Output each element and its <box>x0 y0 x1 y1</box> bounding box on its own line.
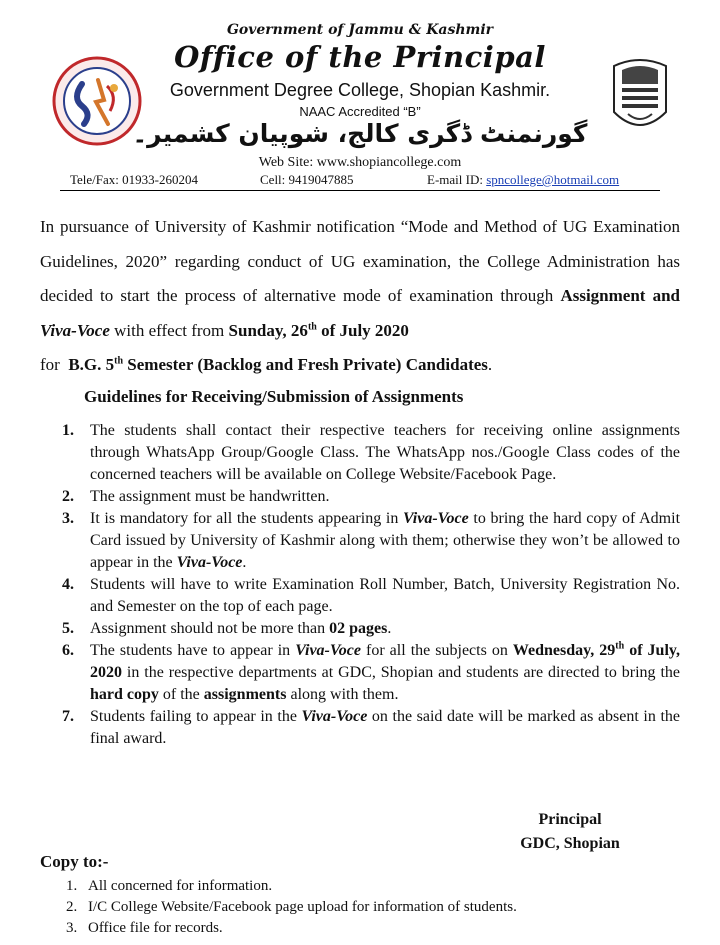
item-number: 4. <box>62 576 74 593</box>
list-item <box>62 876 517 897</box>
copy-to-heading: Copy to:- <box>40 852 109 871</box>
list-item <box>62 918 517 939</box>
item-emphasis: Wednesday, 29 <box>512 642 616 659</box>
list-item <box>62 618 680 640</box>
header-divider <box>60 190 660 191</box>
item-emphasis: 02 pages <box>329 620 388 637</box>
intro-bold: Assignment and <box>560 286 681 305</box>
item-text: The students have to appear in <box>90 642 291 659</box>
item-text: . <box>387 620 392 637</box>
item-text: Office file for records. <box>88 920 223 936</box>
item-text: The assignment must be handwritten. <box>90 488 330 505</box>
intro-period: . <box>487 355 493 374</box>
item-number: 1. <box>62 422 74 439</box>
signature-title: Principal <box>538 811 602 828</box>
naac-accreditation: NAAC Accredited “B” <box>299 104 421 119</box>
item-text: Assignment should not be more than <box>90 620 326 637</box>
intro-sup: th <box>307 320 317 332</box>
item-number: 1. <box>66 878 78 894</box>
college-name: Government Degree College, Shopian Kashmir. <box>169 80 551 100</box>
item-text: on the said date will be marked as absent in the final award. <box>90 708 681 747</box>
list-item <box>62 508 680 574</box>
intro-text: with effect from <box>114 320 225 340</box>
intro-sup: th <box>114 355 124 367</box>
intro-viva-voce: Viva-Voce <box>40 320 110 340</box>
list-item <box>62 706 680 750</box>
item-text: Students will have to write Examination Roll Number, Batch, University Registration No. and Semester on the top of each page. <box>90 576 680 615</box>
item-text: of the <box>162 686 200 703</box>
item-number: 6. <box>62 642 74 659</box>
list-item <box>62 486 680 508</box>
signature-block <box>500 808 640 856</box>
item-sup: th <box>615 640 625 652</box>
intro-date: Sunday, 26 <box>228 320 308 340</box>
item-text: The students shall contact their respective teachers for receiving online assignments through WhatsApp Group/Google Class. The WhatsApp nos./Google Class codes of the concerned teachers will be available on College Website/Facebook Page. <box>90 422 680 483</box>
email-link[interactable]: spncollege@hotmail.com <box>486 172 620 187</box>
intro-candidates: Semester (Backlog and Fresh Private) Candidates <box>127 355 488 374</box>
item-emphasis: Viva-Voce <box>301 708 368 725</box>
email-block <box>427 172 619 188</box>
item-text: in the respective departments at GDC, Shopian and students are directed to bring the <box>126 664 680 681</box>
website-line: Web Site: www.shopiancollege.com <box>258 155 462 170</box>
guidelines-list <box>62 420 680 750</box>
item-text: All concerned for information. <box>88 878 273 894</box>
item-number: 7. <box>62 708 74 725</box>
guidelines-heading: Guidelines for Receiving/Submission of Assignments <box>84 387 464 406</box>
government-line: Government of Jammu & Kashmir <box>226 22 494 38</box>
intro-paragraph <box>40 210 680 383</box>
list-item <box>62 640 680 706</box>
item-number: 3. <box>62 510 74 527</box>
item-number: 3. <box>66 920 78 936</box>
college-name-urdu: گورنمنٹ ڈگری کالج، شوپیان کشمیر۔ <box>132 119 588 148</box>
intro-text: In pursuance of University of Kashmir notification “Mode and Method of UG Examination Guidelines, 2020” regarding conduct of UG examination, the College Administration has decided to start the process of alternative mode of examination through <box>40 217 680 305</box>
item-text: . <box>242 554 247 571</box>
item-emphasis: Viva-Voce <box>402 510 469 527</box>
list-item <box>62 420 680 486</box>
item-text: I/C College Website/Facebook page upload for information of students. <box>88 899 517 915</box>
intro-text: for <box>40 355 60 374</box>
item-emphasis: Viva-Voce <box>176 554 243 571</box>
item-text: along with them. <box>290 686 399 703</box>
item-number: 5. <box>62 620 74 637</box>
signature-place: GDC, Shopian <box>520 835 620 852</box>
intro-date-month: of July 2020 <box>321 320 409 340</box>
item-emphasis: assignments <box>203 686 287 703</box>
item-emphasis: Viva-Voce <box>295 642 361 659</box>
list-item <box>62 574 680 618</box>
item-text: for all the subjects on <box>366 642 508 659</box>
telfax: Tele/Fax: 01933-260204 <box>70 172 198 187</box>
cell-number: Cell: 9419047885 <box>260 172 354 187</box>
copy-to-list <box>62 876 517 939</box>
item-emphasis: of July, 2020 <box>90 642 681 681</box>
email-label: E-mail ID: <box>427 172 483 187</box>
list-item <box>62 897 517 918</box>
item-number: 2. <box>62 488 74 505</box>
item-emphasis: hard copy <box>90 686 159 703</box>
item-number: 2. <box>66 899 78 915</box>
intro-semester: B.G. 5 <box>68 355 115 374</box>
office-title: Office of the Principal <box>174 40 546 74</box>
item-text: It is mandatory for all the students appearing in <box>90 510 399 527</box>
item-text: Students failing to appear in the <box>90 708 297 725</box>
item-text: to bring the hard copy of Admit Card issued by University of Kashmir along with them; otherwise they won’t be allowed to appear in the <box>90 510 681 571</box>
